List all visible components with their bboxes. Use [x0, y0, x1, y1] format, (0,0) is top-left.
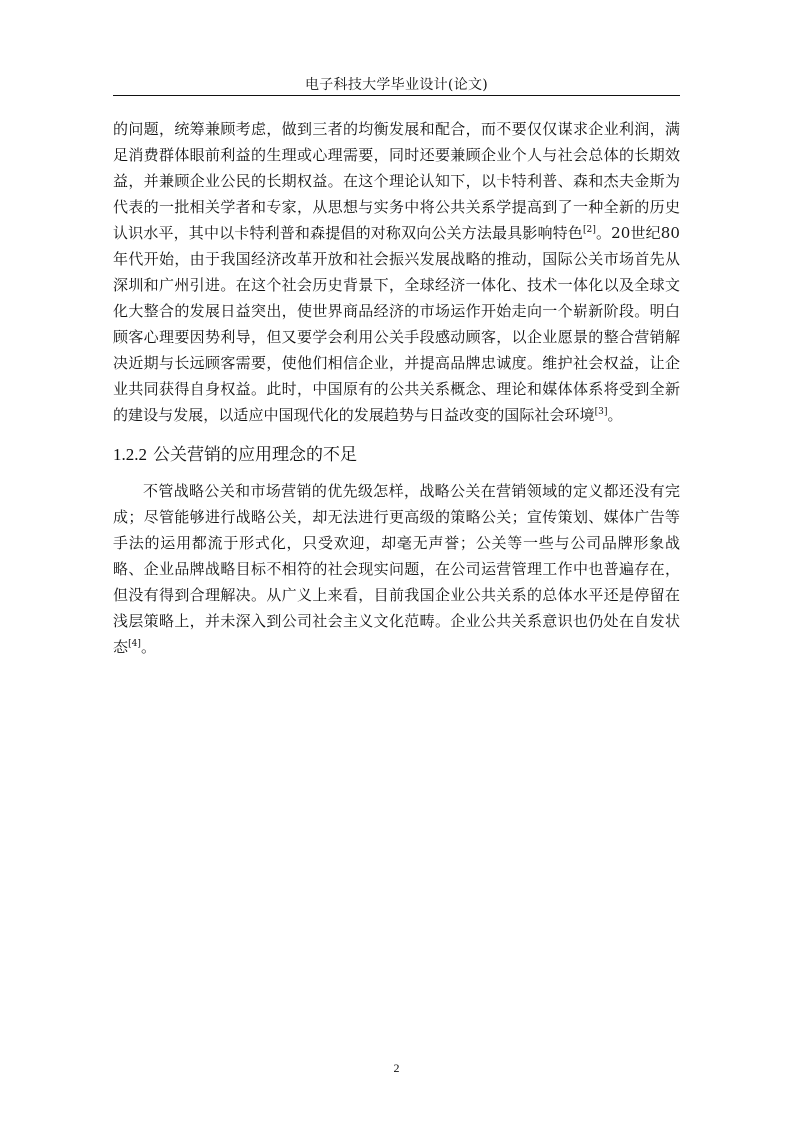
paragraph-text: 。20世纪80年代开始，由于我国经济改革开放和社会振兴发展战略的推动，国际公关市场首先从深圳和广州引进。在这个社会历史背景下，全球经济一体化、技术一体化以及全球文化大整合的发展日益突出，使世界商品经济的市场运作开始走向一个崭新阶段。明白顾客心理要因势利导，但又要学会利用公关手段感动顾客，以企业愿景的整合营销解决近期与长远顾客需要，使他们相信企业，并提高品牌忠诚度。维护社会权益，让企业共同获得自身权益。此时，中国原有的公共关系概念、理论和媒体体系将受到全新的建设与发展，以适应中国现代化的发展趋势与日益改变的国际社会环境: [113, 224, 680, 424]
citation-ref-4: [4]: [128, 639, 141, 649]
section-heading: [113, 442, 680, 468]
paragraph-text: 。: [140, 638, 157, 656]
header-rule: [113, 95, 680, 96]
page-header-title: 电子科技大学毕业设计(论文): [304, 77, 489, 93]
page-number: 2: [393, 1061, 400, 1075]
citation-ref-2: [2]: [583, 225, 596, 235]
paragraph-text: 不管战略公关和市场营销的优先级怎样，战略公关在营销领域的定义都还没有完成；尽管能够进行战略公关，却无法进行更高级的策略公关；宣传策划、媒体广告等手法的运用都流于形式化，只受欢迎，却毫无声誉；公关等一些与公司品牌形象战略、企业品牌战略目标不相符的社会现实问题，在公司运营管理工作中也普遍存在，但没有得到合理解决。从广义上来看，目前我国企业公共关系的总体水平还是停留在浅层策略上，并未深入到公司社会主义文化范畴。企业公共关系意识也仍处在自发状态: [113, 482, 680, 656]
citation-ref-3: [3]: [594, 407, 608, 417]
body-paragraph-2: [113, 478, 680, 660]
paragraph-text: 。: [607, 406, 623, 424]
body-paragraph-1: [113, 116, 680, 428]
section-title: 公关营销的应用理念的不足: [153, 445, 357, 465]
main-content: [113, 116, 680, 660]
paragraph-text: 的问题，统筹兼顾考虑，做到三者的均衡发展和配合，而不要仅仅谋求企业利润，满足消费群体眼前利益的生理或心理需要，同时还要兼顾企业个人与社会总体的长期效益，并兼顾企业公民的长期权益。在这个理论认知下，以卡特利普、森和杰夫金斯为代表的一批相关学者和专家，从思想与实务中将公共关系学提高到了一种全新的历史认识水平，其中以卡特利普和森提倡的对称双向公关方法最具影响特色: [113, 120, 680, 242]
section-number: 1.2.2: [113, 445, 147, 464]
